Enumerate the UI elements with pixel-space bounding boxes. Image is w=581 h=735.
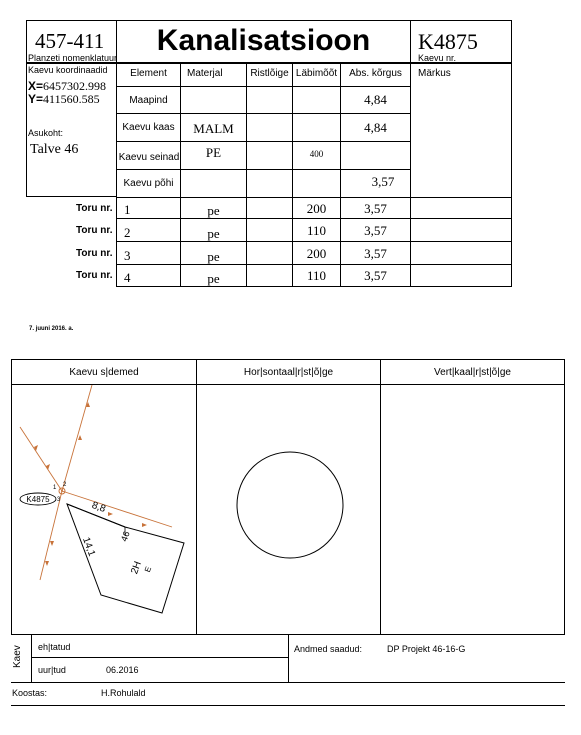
pipe-diameter-4: 110 bbox=[306, 268, 327, 283]
document-date: 7. juuni 2016. a. bbox=[29, 326, 74, 332]
col-header-section: Ristlõige bbox=[250, 67, 289, 79]
pipe-height-1: 3,57 bbox=[364, 201, 387, 216]
footer-data-value: DP Projekt 46-16-G bbox=[387, 644, 466, 654]
col-header-height: Abs. kõrgus bbox=[349, 67, 402, 79]
footer-author-label: Koostas: bbox=[12, 688, 48, 698]
footer-author-value: H.Rohulald bbox=[101, 688, 146, 698]
row-height-bottom: 3,57 bbox=[371, 174, 395, 189]
sheet-number: 457-411 bbox=[35, 29, 105, 53]
pipe-diameter-2: 110 bbox=[306, 223, 327, 238]
pipe-num-3: 3 bbox=[57, 497, 61, 503]
coord-y bbox=[28, 92, 100, 107]
pipe-no-1: 1 bbox=[124, 202, 131, 217]
coords-label: Kaevu koordinaadid bbox=[28, 65, 108, 75]
row-diameter-walls: 400 bbox=[309, 149, 324, 159]
location-label: Asukoht: bbox=[28, 128, 64, 138]
pipe-material-2: pe bbox=[207, 226, 220, 241]
pipe-label-3: Toru nr. bbox=[76, 248, 113, 259]
pipe-label-4: Toru nr. bbox=[76, 270, 113, 281]
pipe-material-4: pe bbox=[207, 271, 220, 286]
row-element-cover: Kaevu kaas bbox=[122, 122, 175, 133]
well-circle bbox=[237, 452, 343, 558]
sheet-label: Planzeti nomenklatuur bbox=[28, 53, 118, 63]
pipe-height-3: 3,57 bbox=[364, 246, 387, 261]
row-element-ground: Maapind bbox=[129, 94, 168, 106]
pipe-height-4: 3,57 bbox=[364, 268, 387, 283]
pipe-num-1: 1 bbox=[53, 485, 57, 491]
building-code: 2H bbox=[129, 559, 144, 576]
location-value: Talve 46 bbox=[30, 142, 79, 157]
col-title-cross-sections: Kaevu s|demed bbox=[69, 366, 139, 378]
pipe-diameter-1: 200 bbox=[306, 201, 327, 216]
col-header-diameter: Läbimõõt bbox=[295, 67, 338, 79]
well-id: K4875 bbox=[418, 29, 478, 54]
coord-x-value: 6457302.998 bbox=[43, 79, 107, 93]
pipe-material-1: pe bbox=[207, 203, 220, 218]
row-element-walls: Kaevu seinad bbox=[118, 151, 180, 163]
col-header-element: Element bbox=[130, 67, 167, 79]
pipe-material-3: pe bbox=[207, 249, 220, 264]
pipe-num-2: 2 bbox=[63, 482, 67, 488]
coord-x-label: X= bbox=[28, 79, 44, 93]
site-sketch bbox=[12, 385, 196, 634]
col-header-material: Materjal bbox=[187, 67, 223, 79]
col-title-vertical: Vert|kaal|r|st|õ|ge bbox=[434, 366, 511, 378]
dimension-14-1: 14,1 bbox=[80, 535, 98, 558]
pipe-no-2: 2 bbox=[124, 225, 131, 240]
footer-surveyed-label: uur|tud bbox=[38, 665, 66, 675]
col-title-horizontal: Hor|sontaal|r|st|õ|ge bbox=[243, 366, 334, 378]
dimension-8-8: 8,8 bbox=[90, 499, 108, 516]
coord-y-label: Y= bbox=[28, 92, 44, 106]
footer-surveyed-value: 06.2016 bbox=[106, 665, 139, 675]
row-height-ground: 4,84 bbox=[364, 92, 387, 107]
row-material-cover: MALM bbox=[193, 120, 234, 136]
pipe-label-1: Toru nr. bbox=[76, 203, 113, 214]
dimension-46: 46 bbox=[118, 529, 132, 543]
footer-built-label: eh|tatud bbox=[38, 642, 71, 652]
row-height-cover: 4,84 bbox=[364, 119, 387, 135]
building-outline bbox=[67, 504, 184, 613]
pipe-no-4: 4 bbox=[124, 270, 131, 285]
pipe-label-2: Toru nr. bbox=[76, 225, 113, 236]
page-title: Kanalisatsioon bbox=[156, 24, 371, 57]
pipe-no-3: 3 bbox=[124, 248, 131, 263]
pipe-diameter-3: 200 bbox=[306, 246, 327, 261]
pipe-height-2: 3,57 bbox=[364, 223, 387, 238]
row-element-bottom: Kaevu põhi bbox=[123, 178, 174, 189]
coord-y-value: 411560.585 bbox=[43, 92, 100, 106]
well-label: Kaevu nr. bbox=[418, 53, 457, 63]
well-center bbox=[61, 490, 63, 492]
col-header-notes: Märkus bbox=[418, 67, 451, 79]
row-material-walls: PE bbox=[205, 145, 222, 160]
horizontal-section bbox=[197, 385, 380, 634]
footer-side-label: Kaev bbox=[12, 645, 23, 668]
well-tag-text: K4875 bbox=[26, 495, 50, 504]
building-subcode: E bbox=[142, 565, 154, 574]
footer-data-label: Andmed saadud: bbox=[294, 644, 363, 654]
